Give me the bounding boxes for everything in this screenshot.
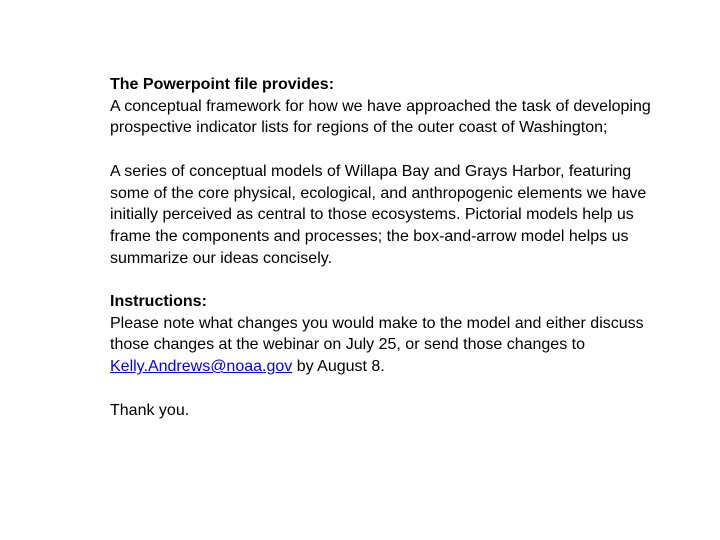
spacer — [110, 139, 670, 161]
closing-text: Thank you. — [110, 401, 190, 419]
models-paragraph: A series of conceptual models of Willapa Bay and Grays Harbor, featuring some of the core physical, ecological, and anthropogenic elements we have initially perceived as central to those ecosystems. Pictorial models help us frame the components and processes; the box-and-arrow model helps us summarize our ideas concisely. — [110, 162, 647, 267]
email-link[interactable]: Kelly.Andrews@noaa.gov — [110, 358, 293, 376]
instructions-heading: Instructions: — [110, 293, 207, 310]
text-body — [110, 74, 670, 421]
spacer — [110, 378, 670, 400]
instructions-block — [110, 291, 670, 378]
provides-heading: The Powerpoint file provides: — [110, 76, 335, 93]
instructions-text: Please note what changes you would make to the model and either discuss those changes at the webinar on July 25, or send those changes to — [110, 314, 644, 354]
instructions-deadline: by August 8. — [292, 358, 385, 376]
spacer — [110, 269, 670, 291]
intro-block — [110, 74, 670, 139]
framework-paragraph: A conceptual framework for how we have approached the task of developing prospective indicator lists for regions of the outer coast of Washington; — [110, 97, 651, 137]
